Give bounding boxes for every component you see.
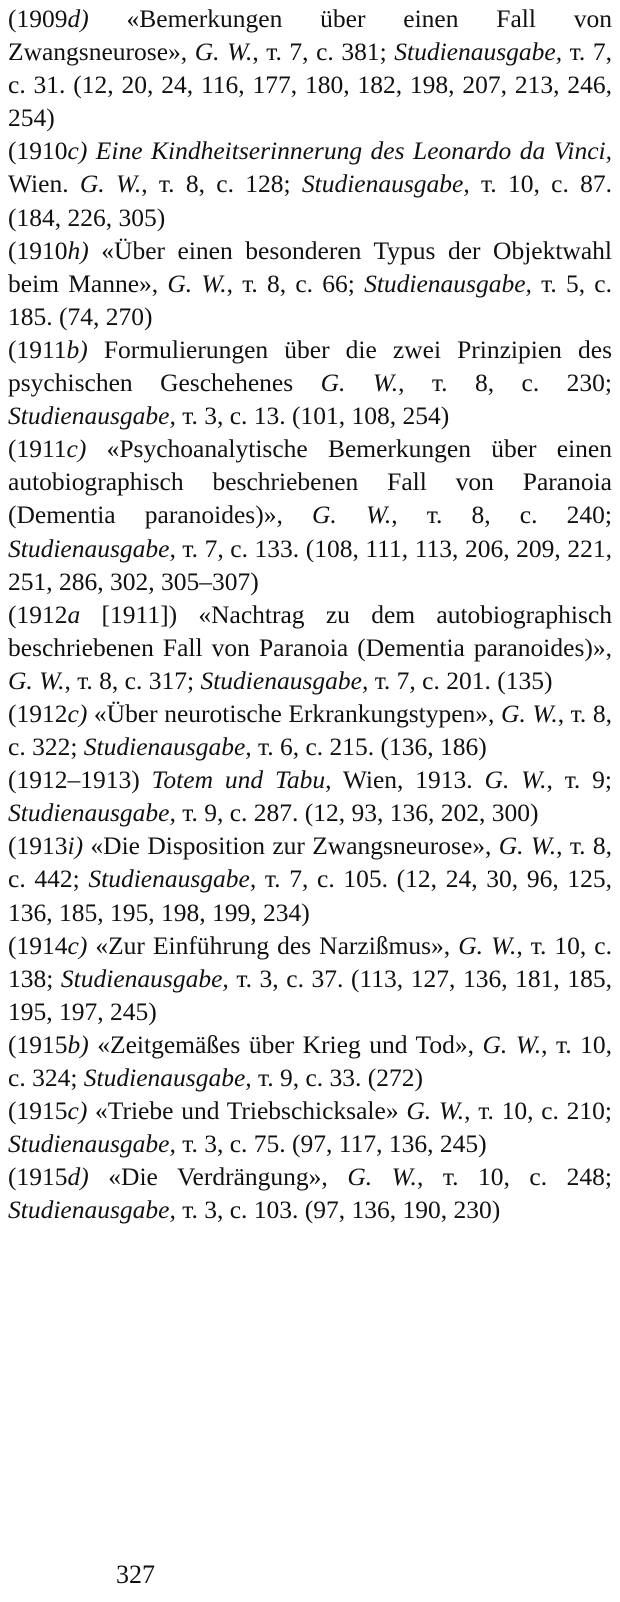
- bibliography-entry-1912a: (1912a [1911]) «Nachtrag zu dem autobiographisch beschriebenen Fall von Paranoia (Dementia paranoides)», G. W., т. 8, с. 317; Studienausgabe, т. 7, с. 201. (135): [8, 599, 613, 695]
- bibliography-entry-1915b: (1915b) «Zeitgemäßes über Krieg und Tod», G. W., т. 10, с. 324; Studienausgabe, т. 9, с. 33. (272): [8, 1029, 612, 1092]
- bibliography-entry-1915c: (1915c) «Triebe und Triebschicksale» G. W., т. 10, с. 210; Studienausgabe, т. 3, с. 75. (97, 117, 136, 245): [8, 1096, 612, 1159]
- bibliography-entry-1910c: (1910c) Eine Kindheitserinnerung des Leonardo da Vinci, Wien. G. W., т. 8, с. 128; Studienausgabe, т. 10, с. 87. (184, 226, 305): [8, 136, 612, 232]
- bibliography-page: [8, 2, 612, 1226]
- bibliography-entry-1915d: (1915d) «Die Verdrängung», G. W., т. 10, с. 248; Studienausgabe, т. 3, с. 103. (97, 136, 190, 230): [8, 1162, 612, 1225]
- bibliography-entry-1912c: (1912c) «Über neurotische Erkrankungstypen», G. W., т. 8, с. 322; Studienausgabe, т. 6, с. 215. (136, 186): [8, 698, 612, 762]
- page-number: 327: [116, 1560, 155, 1589]
- bibliography-entry-1909d: (1909d) «Bemerkungen über einen Fall von Zwangsneurose», G. W., т. 7, с. 381; Studienausgabe, т. 7, с. 31. (12, 20, 24, 116, 177, 180, 182, 198, 207, 213, 246, 254): [8, 4, 612, 133]
- bibliography-entry-1910h: (1910h) «Über einen besonderen Typus der Objektwahl beim Manne», G. W., т. 8, с. 66; Studienausgabe, т. 5, с. 185. (74, 270): [8, 235, 612, 331]
- bibliography-entry-1913i: (1913i) «Die Disposition zur Zwangsneurose», G. W., т. 8, с. 442; Studienausgabe, т. 7, с. 105. (12, 24, 30, 96, 125, 136, 185, 195, 198, 199, 234): [8, 831, 612, 927]
- bibliography-entry-1912-1913: (1912–1913) Totem und Tabu, Wien, 1913. G. W., т. 9; Studienausgabe, т. 9, с. 287. (12, 93, 136, 202, 300): [8, 765, 612, 828]
- bibliography-entry-1911b: (1911b) Formulierungen über die zwei Prinzipien des psychischen Geschehenes G. W., т. 8, с. 230; Studienausgabe, т. 3, с. 13. (101, 108, 254): [8, 334, 612, 431]
- bibliography-entry-1911c: (1911c) «Psychoanalytische Bemerkungen über einen autobiographisch beschriebenen Fall von Paranoia (Dementia paranoides)», G. W., т. 8, с. 240; Studienausgabe, т. 7, с. 133. (108, 111, 113, 206, 209, 221, 251, 286, 302, 305–307): [8, 434, 612, 596]
- bibliography-entry-1914c: (1914c) «Zur Einführung des Narzißmus», G. W., т. 10, с. 138; Studienausgabe, т. 3, с. 37. (113, 127, 136, 181, 185, 195, 197, 245): [8, 930, 613, 1026]
